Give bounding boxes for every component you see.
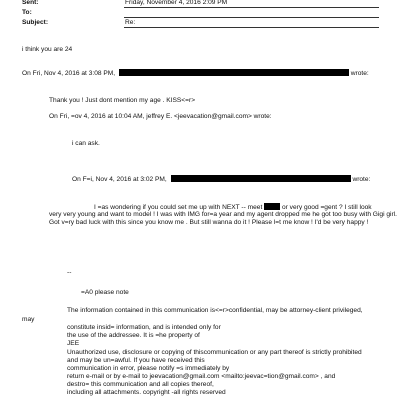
sent-rule [124, 7, 379, 8]
subject-value: Re: [125, 19, 136, 26]
confidential-line1: The information contained in this communication is<=r>confidential, may be attorney-client privileged, [67, 307, 363, 314]
quote3-header [72, 175, 370, 184]
to-rule [124, 17, 379, 18]
confidential-line10: including all attachments. copyright -all rights reserved [67, 389, 226, 396]
confidential-line9: destro= this communication and all copies thereof, [67, 381, 214, 388]
to-label: To: [22, 9, 32, 16]
redaction-bar [171, 175, 351, 182]
quote1-post: wrote: [350, 70, 369, 77]
sent-value: Friday, November 4, 2016 2:09 PM [125, 0, 228, 6]
quote3-line1-pre: I =as wondering if you could set me up with NEXT -- meet [94, 204, 263, 211]
confidential-may: may [22, 316, 35, 323]
subject-label: Subject: [22, 19, 49, 26]
quote1-header [22, 69, 369, 78]
redaction-bar [264, 203, 280, 210]
confidential-line4: JEE [67, 340, 80, 347]
confidential-line5: Unauthorized use, disclosure or copying of thiscommunication or any part thereof is strictly prohibited [67, 349, 362, 356]
reply-line: i think you are 24 [22, 46, 73, 53]
redaction-bar [119, 69, 349, 76]
quote2-text: i can ask. [72, 140, 100, 147]
subject-rule [124, 27, 379, 28]
quote1-pre: On Fri, Nov 4, 2016 at 3:08 PM, [22, 70, 116, 77]
confidential-line6: and may be un=awful. If you have received this [67, 357, 205, 364]
quote3-line1-post: or very good =gent ? I still look [281, 204, 372, 211]
quote3-line2: very very young and want to model ! I was with IMG for=a year and my agent dropped me he got too busy with Gigi girl. [49, 211, 397, 218]
signature-dash: -- [67, 269, 72, 276]
confidential-line7: communication in error, please notify =s immediately by [67, 365, 230, 372]
confidential-line8: return e-mail or by e-mail to jeevacation@gmail.com <mailto:jeevac=tion@gmail.com> , and [67, 373, 336, 380]
confidential-line3: the use of the addressee. It is =he property of [67, 332, 200, 339]
sent-label: Sent: [22, 0, 39, 6]
quote3-line3: Got v=ry bad luck with this since you know me . But still wanna do it ! Please l=t me know ! I'd be very happy ! [49, 219, 369, 226]
please-note: =A0 please note [81, 289, 129, 296]
quote3-post: wrote: [352, 176, 371, 183]
confidential-line2: constitute insid= information, and is intended only for [67, 324, 221, 331]
quote3-pre: On F=i, Nov 4, 2016 at 3:02 PM, [72, 176, 167, 183]
quote1-text: Thank you ! Just dont mention my age . KISS<=r> [49, 97, 196, 104]
quote2-header: On Fri, =ov 4, 2016 at 10:04 AM, jeffrey E. <jeevacation@gmail.com> wrote: [49, 113, 272, 120]
